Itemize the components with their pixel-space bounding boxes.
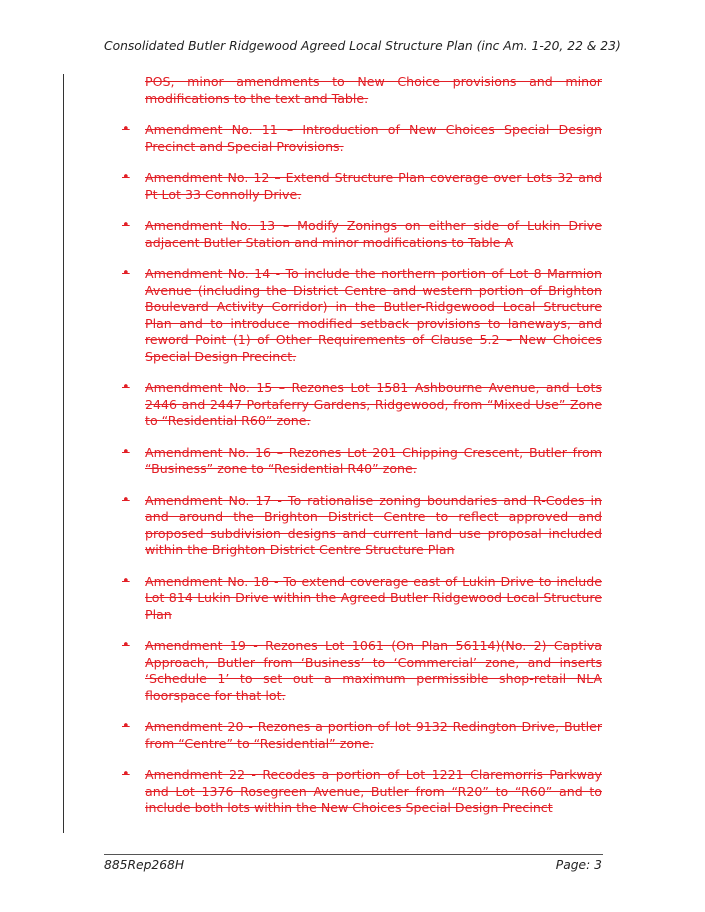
bullet-icon: •: [122, 218, 130, 233]
bullet-icon: •: [122, 380, 130, 395]
amendment-text: Amendment No. 16 – Rezones Lot 201 Chipping Crescent, Butler from “Business” zone to “Residential R40” zone.: [145, 444, 602, 476]
amendment-item: [120, 638, 602, 704]
amendment-items: [120, 122, 602, 817]
footer-divider: [104, 854, 603, 855]
amendment-item: [120, 218, 602, 251]
bullet-icon: •: [122, 573, 130, 589]
footer-page-number: Page: 3: [555, 858, 602, 872]
bullet-icon: •: [122, 266, 130, 281]
amendment-item: [120, 266, 602, 365]
amendment-text: Amendment 19 - Rezones Lot 1061 (On Plan 56114)(No. 2) Captiva Approach, Butler from ‘Business’ to ‘Commercial’ zone, and inserts ‘Schedule 1’ to set out a maximum permissible shop-retail NLA floorspace for that lot.: [145, 638, 602, 703]
amendment-text: Amendment No. 15 – Rezones Lot 1581 Ashbourne Avenue, and Lots 2446 and 2447 Portaferry Gardens, Ridgewood, from “Mixed Use” Zone to “Residential R60” zone.: [145, 380, 602, 428]
page-header-title: Consolidated Butler Ridgewood Agreed Local Structure Plan (inc Am. 1-20, 22 & 23): [104, 39, 621, 53]
amendment-item: [120, 574, 602, 624]
revision-change-bar: [63, 74, 64, 833]
amendment-item: [120, 445, 602, 478]
bullet-icon: •: [122, 638, 130, 653]
amendment-item: [120, 719, 602, 752]
amendment-text: Amendment 20 - Rezones a portion of lot 9132 Redington Drive, Butler from “Centre” to “Residential” zone.: [145, 719, 602, 751]
amendment-text: Amendment No. 14 - To include the northern portion of Lot 8 Marmion Avenue (including the District Centre and western portion of Brighton Boulevard Activity Corridor) in the Butler-Ridgewood Local Structure Plan and to introduce modified setback provisions to laneways, and reword Point (1) of Other Requirements of Clause 5.2 – New Choices Special Design Precinct.: [145, 266, 602, 364]
amendment-item: [120, 380, 602, 430]
continued-paragraph: POS, minor amendments to New Choice provisions and minor modifications to the text and Table.: [145, 74, 602, 106]
bullet-icon: •: [122, 444, 130, 460]
amendment-item: [120, 767, 602, 817]
amendment-text: Amendment No. 13 – Modify Zonings on either side of Lukin Drive adjacent Butler Station and minor modifications to Table A: [145, 218, 602, 250]
bullet-icon: •: [122, 492, 130, 508]
bullet-icon: •: [122, 767, 130, 782]
amendment-item: [120, 122, 602, 155]
amendment-text: Amendment No. 17 - To rationalise zoning boundaries and R-Codes in and around the Brighton District Centre to reflect approved and proposed subdivision designs and current land use proposal included within the Brighton District Centre Structure Plan: [145, 492, 602, 557]
bullet-icon: •: [122, 719, 130, 734]
amendment-text: Amendment No. 12 – Extend Structure Plan coverage over Lots 32 and Pt Lot 33 Connolly Drive.: [145, 170, 602, 202]
footer-doc-ref: 885Rep268H: [104, 858, 185, 872]
amendments-list: [120, 74, 602, 817]
bullet-icon: •: [122, 170, 130, 185]
bullet-icon: •: [122, 122, 130, 137]
amendment-item: [120, 170, 602, 203]
amendment-text: Amendment No. 11 – Introduction of New Choices Special Design Precinct and Special Provisions.: [145, 122, 602, 154]
amendment-text: Amendment 22 - Recodes a portion of Lot 1221 Claremorris Parkway and Lot 1376 Rosegreen Avenue, Butler from “R20” to “R60” and to include both lots within the New Choices Special Design Precinct: [145, 767, 602, 815]
amendment-text: Amendment No. 18 - To extend coverage east of Lukin Drive to include Lot 814 Lukin Drive within the Agreed Butler Ridgewood Local Structure Plan: [145, 573, 602, 622]
amendment-item: [120, 493, 602, 559]
